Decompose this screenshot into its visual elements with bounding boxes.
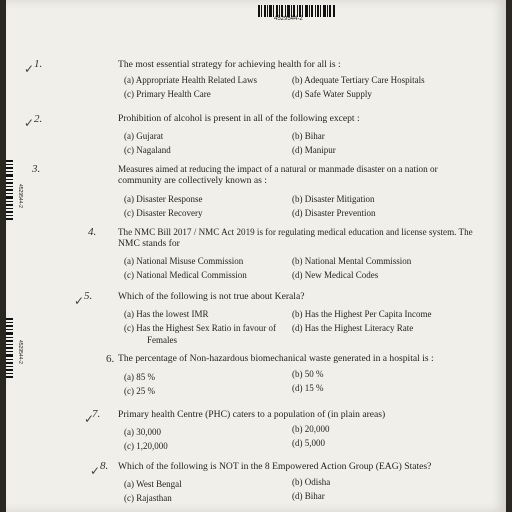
option-c: (c) Disaster Recovery xyxy=(124,208,203,218)
question-text: Which of the following is NOT in the 8 Empowered Action Group (EAG) States? xyxy=(118,461,432,472)
option-c: (c) National Medical Commission xyxy=(124,270,247,280)
barcode xyxy=(258,4,336,16)
option-c: (c) Has the Highest Sex Ratio in favour of xyxy=(124,323,276,333)
question-number: 4. xyxy=(88,226,97,238)
option-d: (d) 5,000 xyxy=(292,438,325,448)
side-barcode xyxy=(6,160,13,220)
option-d: (d) Bihar xyxy=(292,491,325,501)
option-a: (a) West Bengal xyxy=(124,479,182,489)
question-number: 7. xyxy=(92,408,101,420)
option-d: (d) Manipur xyxy=(292,145,336,155)
question-number: 2. xyxy=(34,113,43,125)
option-c-line2: Females xyxy=(147,335,177,345)
question-text: Prohibition of alcohol is present in all of the following except : xyxy=(118,113,360,124)
question-text: The NMC Bill 2017 / NMC Act 2019 is for regulating medical education and license system. The xyxy=(118,227,473,237)
option-c: (c) Primary Health Care xyxy=(124,89,211,99)
option-b: (b) Adequate Tertiary Care Hospitals xyxy=(292,75,425,85)
question-text: The percentage of Non-hazardous biomechanical waste generated in a hospital is : xyxy=(118,353,434,364)
option-c: (c) Nagaland xyxy=(124,145,171,155)
option-c: (c) 1,20,000 xyxy=(124,441,168,451)
option-c: (c) Rajasthan xyxy=(124,493,172,503)
question-text-line2: community are collectively known as : xyxy=(118,175,267,186)
option-b: (b) Bihar xyxy=(292,131,325,141)
question-number: 6. xyxy=(106,353,115,365)
side-barcode xyxy=(6,318,13,378)
side-barcode-id: 4529544-2 xyxy=(17,184,23,208)
question-text: Primary health Centre (PHC) caters to a population of (in plain areas) xyxy=(118,409,386,420)
option-a: (a) 85 % xyxy=(124,372,155,382)
option-d: (d) 15 % xyxy=(292,383,324,393)
option-a: (a) Gujarat xyxy=(124,131,164,141)
check-mark-icon: ✓ xyxy=(24,62,35,76)
option-b: (b) 50 % xyxy=(292,369,324,379)
question-number: 3. xyxy=(32,163,41,175)
check-mark-icon: ✓ xyxy=(74,294,85,308)
option-c: (c) 25 % xyxy=(124,386,155,396)
option-b: (b) Has the Highest Per Capita Income xyxy=(292,309,432,319)
option-b: (b) Disaster Mitigation xyxy=(292,194,375,204)
question-number: 5. xyxy=(84,290,93,302)
option-a: (a) 30,000 xyxy=(124,427,161,437)
option-b: (b) 20,000 xyxy=(292,424,330,434)
option-a: (a) National Misuse Commission xyxy=(124,256,244,266)
question-number: 1. xyxy=(34,58,43,70)
check-mark-icon: ✓ xyxy=(90,464,101,478)
question-text: Measures aimed at reducing the impact of a natural or manmade disaster on a nation or xyxy=(118,164,438,174)
option-d: (d) Has the Highest Literacy Rate xyxy=(292,323,414,333)
option-b: (b) National Mental Commission xyxy=(292,256,412,266)
question-text: Which of the following is not true about Kerala? xyxy=(118,291,305,302)
side-barcode-id: 4529544-2 xyxy=(17,340,23,364)
question-number: 8. xyxy=(100,460,109,472)
check-mark-icon: ✓ xyxy=(84,412,95,426)
option-b: (b) Odisha xyxy=(292,477,331,487)
option-a: (a) Disaster Response xyxy=(124,194,203,204)
question-text-line2: NMC stands for xyxy=(118,238,180,249)
question-text: The most essential strategy for achieving health for all is : xyxy=(118,59,341,70)
option-a: (a) Has the lowest IMR xyxy=(124,309,209,319)
check-mark-icon: ✓ xyxy=(24,116,35,130)
barcode-id: 4529544-2 xyxy=(274,16,303,22)
option-d: (d) Disaster Prevention xyxy=(292,208,376,218)
option-d: (d) New Medical Codes xyxy=(292,270,379,280)
option-a: (a) Appropriate Health Related Laws xyxy=(124,75,257,85)
exam-page xyxy=(6,0,506,512)
option-d: (d) Safe Water Supply xyxy=(292,89,372,99)
